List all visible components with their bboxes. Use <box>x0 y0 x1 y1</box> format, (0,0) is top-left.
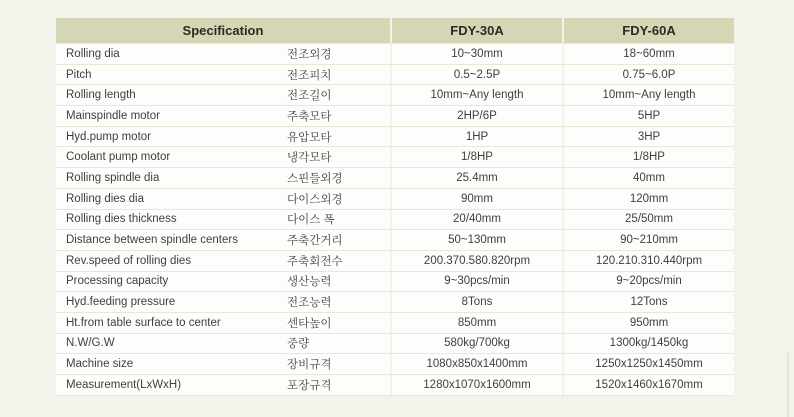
table-row <box>56 251 734 271</box>
spec-name-cell <box>56 147 390 167</box>
fdy30a-value: 1280x1070x1600mm <box>392 375 562 395</box>
table-row <box>56 44 734 64</box>
fdy60a-value: 120.210.310.440rpm <box>564 251 734 271</box>
fdy60a-value: 10mm~Any length <box>564 85 734 105</box>
spec-name-en: Rolling dia <box>66 47 120 60</box>
fdy60a-value: 12Tons <box>564 292 734 312</box>
fdy30a-value: 200.370.580.820rpm <box>392 251 562 271</box>
table-row <box>56 65 734 85</box>
spec-name-cell <box>56 272 390 292</box>
fdy30a-value: 20/40mm <box>392 210 562 230</box>
fdy30a-value: 25.4mm <box>392 168 562 188</box>
fdy60a-value: 0.75~6.0P <box>564 65 734 85</box>
column-header-fdy30a: FDY-30A <box>392 18 562 43</box>
spec-name-en: N.W/G.W <box>66 337 115 350</box>
fdy60a-value: 5HP <box>564 106 734 126</box>
spec-name-cell <box>56 85 390 105</box>
spec-name-en: Measurement(LxWxH) <box>66 378 182 391</box>
spec-name-ko: 중량 <box>287 338 310 351</box>
fdy60a-value: 950mm <box>564 313 734 333</box>
spec-name-cell <box>56 106 390 126</box>
spec-name-en: Rolling length <box>66 89 136 102</box>
spec-name-en: Rolling spindle dia <box>66 171 160 184</box>
spec-table <box>56 18 734 396</box>
spec-name-en: Processing capacity <box>66 275 169 288</box>
spec-name-cell <box>56 168 390 188</box>
spec-name-en: Rolling dies thickness <box>66 213 177 226</box>
fdy30a-value: 580kg/700kg <box>392 334 562 354</box>
fdy30a-value: 10mm~Any length <box>392 85 562 105</box>
spec-name-en: Rev.speed of rolling dies <box>66 254 192 267</box>
fdy30a-value: 1HP <box>392 127 562 147</box>
table-row <box>56 147 734 167</box>
table-row <box>56 334 734 354</box>
fdy30a-value: 8Tons <box>392 292 562 312</box>
fdy60a-value: 25/50mm <box>564 210 734 230</box>
spec-name-en: Hyd.pump motor <box>66 130 152 143</box>
fdy30a-value: 10~30mm <box>392 44 562 64</box>
fdy60a-value: 1250x1250x1450mm <box>564 354 734 374</box>
spec-name-en: Hyd.feeding pressure <box>66 296 176 309</box>
spec-name-ko: 전조피치 <box>287 69 332 82</box>
spec-name-en: Rolling dies dia <box>66 192 144 205</box>
spec-name-en: Machine size <box>66 358 134 371</box>
table-row <box>56 85 734 105</box>
spec-name-ko: 생산능력 <box>287 276 332 289</box>
table-row <box>56 106 734 126</box>
spec-name-ko: 다이스외경 <box>287 193 343 206</box>
fdy30a-value: 9~30pcs/min <box>392 272 562 292</box>
spec-name-cell <box>56 230 390 250</box>
spec-name-ko: 다이스 폭 <box>287 214 335 227</box>
spec-name-cell <box>56 189 390 209</box>
table-row <box>56 354 734 374</box>
fdy30a-value: 1080x850x1400mm <box>392 354 562 374</box>
fdy60a-value: 1520x1460x1670mm <box>564 375 734 395</box>
table-row <box>56 375 734 395</box>
fdy60a-value: 1/8HP <box>564 147 734 167</box>
fdy30a-value: 0.5~2.5P <box>392 65 562 85</box>
spec-name-ko: 전조능력 <box>287 297 332 310</box>
spec-name-en: Ht.from table surface to center <box>66 316 221 329</box>
fdy60a-value: 18~60mm <box>564 44 734 64</box>
table-row <box>56 230 734 250</box>
fdy60a-value: 9~20pcs/min <box>564 272 734 292</box>
fdy60a-value: 1300kg/1450kg <box>564 334 734 354</box>
spec-name-ko: 센타높이 <box>287 317 332 330</box>
spec-name-ko: 냉각모타 <box>287 152 332 165</box>
spec-name-cell <box>56 334 390 354</box>
spec-name-cell <box>56 65 390 85</box>
fdy30a-value: 50~130mm <box>392 230 562 250</box>
spec-name-ko: 장비규격 <box>287 359 332 372</box>
table-row <box>56 189 734 209</box>
fdy60a-value: 40mm <box>564 168 734 188</box>
spec-name-cell <box>56 210 390 230</box>
table-row <box>56 272 734 292</box>
fdy60a-value: 120mm <box>564 189 734 209</box>
table-row <box>56 210 734 230</box>
table-row <box>56 313 734 333</box>
spec-name-ko: 전조길이 <box>287 90 332 103</box>
spec-name-ko: 주축간거리 <box>287 235 343 248</box>
table-row <box>56 127 734 147</box>
spec-name-en: Mainspindle motor <box>66 109 160 122</box>
spec-name-ko: 스핀들외경 <box>287 172 343 185</box>
fdy30a-value: 850mm <box>392 313 562 333</box>
spec-name-cell <box>56 292 390 312</box>
spec-name-en: Coolant pump motor <box>66 151 171 164</box>
spec-name-ko: 주축모타 <box>287 110 332 123</box>
table-header-row <box>56 18 734 43</box>
spec-name-cell <box>56 354 390 374</box>
spec-name-cell <box>56 127 390 147</box>
spec-name-ko: 유압모타 <box>287 131 332 144</box>
column-header-fdy60a: FDY-60A <box>564 18 734 43</box>
spec-name-ko: 전조외경 <box>287 48 332 61</box>
fdy30a-value: 2HP/6P <box>392 106 562 126</box>
spec-name-en: Distance between spindle centers <box>66 234 238 247</box>
spec-name-en: Pitch <box>66 68 92 81</box>
table-row <box>56 168 734 188</box>
fdy30a-value: 1/8HP <box>392 147 562 167</box>
spec-name-cell <box>56 44 390 64</box>
fdy60a-value: 3HP <box>564 127 734 147</box>
page-right-border <box>787 353 789 417</box>
fdy30a-value: 90mm <box>392 189 562 209</box>
fdy60a-value: 90~210mm <box>564 230 734 250</box>
spec-name-cell <box>56 251 390 271</box>
spec-name-cell <box>56 375 390 395</box>
spec-name-ko: 포장규격 <box>287 379 332 392</box>
table-row <box>56 292 734 312</box>
spec-name-ko: 주축회전수 <box>287 255 343 268</box>
spec-name-cell <box>56 313 390 333</box>
column-header-specification: Specification <box>56 18 390 43</box>
